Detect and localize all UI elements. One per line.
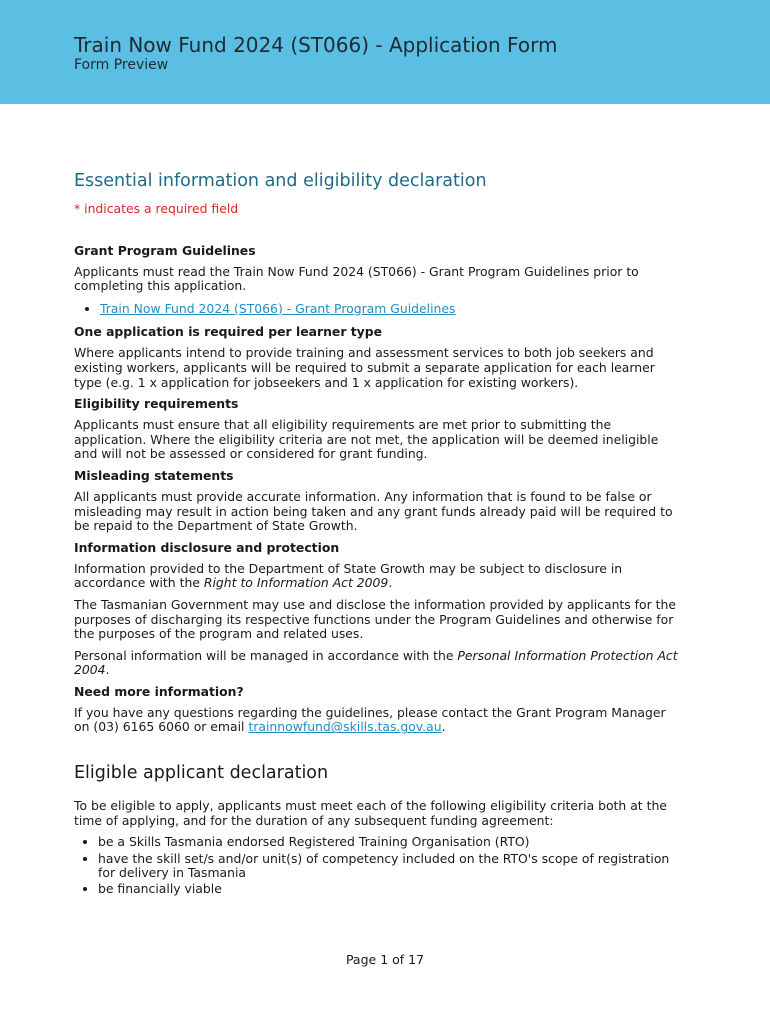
guidelines-link[interactable]: Train Now Fund 2024 (ST066) - Grant Program Guidelines: [100, 300, 456, 316]
disclosure-text-a: Information provided to the Department of State Growth may be subject to disclosure in accordance with the: [74, 560, 623, 591]
criteria-list: [74, 835, 684, 896]
section-title-essential: Essential information and eligibility declaration: [74, 171, 487, 191]
one-application-text: Where applicants intend to provide training and assessment services to both job seekers and existing workers, applicants will be required to submit a separate application for each learner type (e.g. 1 x application for jobseekers and 1 x application for existing workers).: [74, 345, 655, 390]
page-header: [0, 0, 770, 104]
list-item: • have the skill set/s and/or unit(s) of competency included on the RTO's scope of registration for delivery in Tasmania: [98, 852, 684, 881]
misleading-text: All applicants must provide accurate information. Any information that is found to be false or misleading may result in action being taken and any grant funds already paid will be required to be repaid to the Department of State Growth.: [74, 488, 673, 534]
guidelines-text: Applicants must read the Train Now Fund 2024 (ST066) - Grant Program Guidelines prior to completing this application.: [74, 263, 639, 294]
more-info-text-a: If you have any questions regarding the guidelines, please contact the Grant Program Manager on (03) 6165 6060 or email: [74, 704, 666, 735]
heading-misleading: Misleading statements: [74, 467, 234, 483]
more-info-end: .: [441, 719, 446, 735]
eligibility-text: Applicants must ensure that all eligibility requirements are met prior to submitting the application. Where the eligibility criteria are not met, the application will be deemed ineligible and will not be assessed or considered for grant funding.: [74, 417, 659, 462]
tasmanian-government-text: The Tasmanian Government may use and disclose the information provided by applicants for the purposes of discharging its respective functions under the Program Guidelines and otherwise for the purposes of the program and related uses.: [74, 596, 676, 642]
pip-act: Personal Information Protection Act 2004: [74, 647, 678, 678]
page-number: Page 1 of 17: [345, 952, 425, 967]
disclosure-text-b: .: [388, 575, 393, 591]
contact-email-link[interactable]: trainnowfund@skills.tas.gov.au: [248, 719, 442, 735]
personal-text-b: .: [105, 662, 110, 678]
more-info-text: [74, 706, 684, 735]
form-subtitle: Form Preview: [74, 57, 169, 73]
personal-info-text: [74, 649, 684, 678]
rti-act: Right to Information Act 2009: [203, 575, 389, 591]
list-item: • be financially viable: [98, 882, 684, 897]
guidelines-link-list: [74, 302, 684, 317]
section-title-eligible-applicant: Eligible applicant declaration: [74, 763, 329, 784]
heading-one-application: One application is required per learner type: [74, 324, 383, 340]
heading-guidelines: Grant Program Guidelines: [74, 242, 256, 258]
heading-more-info: Need more information?: [74, 683, 244, 699]
heading-eligibility: Eligibility requirements: [74, 396, 239, 412]
form-content: [74, 168, 684, 897]
form-title: Train Now Fund 2024 (ST066) - Application Form: [74, 33, 558, 57]
required-field-note: * indicates a required field: [74, 201, 239, 216]
list-item: • be a Skills Tasmania endorsed Registered Training Organisation (RTO): [98, 835, 684, 850]
eligibility-intro: To be eligible to apply, applicants must meet each of the following eligibility criteria both at the time of applying, and for the duration of any subsequent funding agreement:: [74, 798, 667, 828]
list-item: [100, 302, 684, 317]
heading-disclosure: Information disclosure and protection: [74, 539, 340, 555]
personal-text-a: Personal information will be managed in accordance with the: [74, 647, 458, 663]
disclosure-text: [74, 562, 684, 591]
